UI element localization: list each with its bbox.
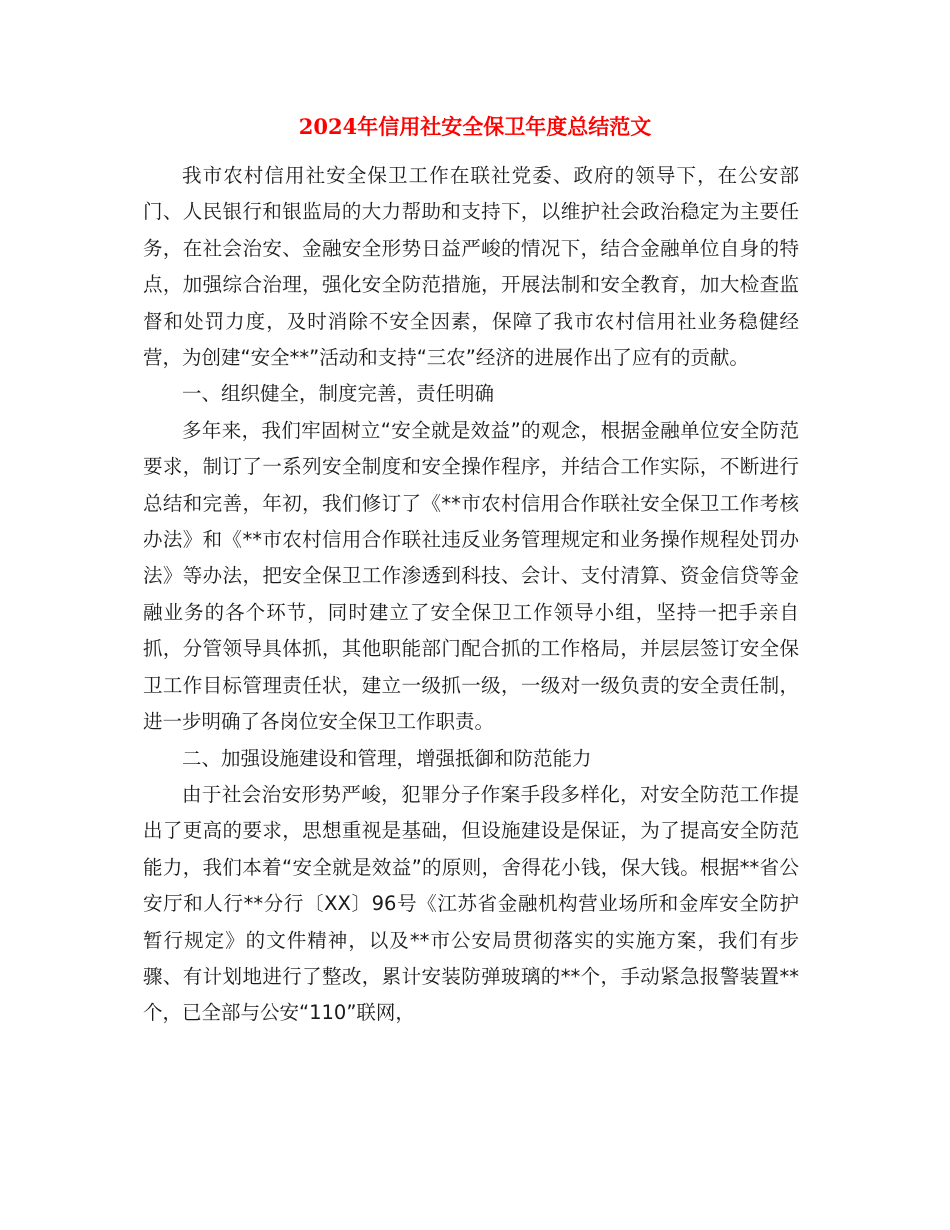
document-body xyxy=(143,158,799,1032)
section-heading-1: 一、组织健全，制度完善，责任明确 xyxy=(182,382,495,406)
document-title: 2024年信用社安全保卫年度总结范文 xyxy=(298,114,652,139)
paragraph-intro: 我市农村信用社安全保卫工作在联社党委、政府的领导下，在公安部门、人民银行和银监局的大力帮助和支持下，以维护社会政治稳定为主要任务，在社会治安、金融安全形势日益严峻的情况下，结合金融单位自身的特点，加强综合治理，强化安全防范措施，开展法制和安全教育，加大检查监督和处罚力度，及时消除不安全因素，保障了我市农村信用社业务稳健经营，为创建“安全**”活动和支持“三农”经济的进展作出了应有的贡献。 xyxy=(143,164,799,370)
section-heading-2: 二、加强设施建设和管理，增强抵御和防范能力 xyxy=(182,746,592,770)
paragraph-section-2: 由于社会治安形势严峻，犯罪分子作案手段多样化，对安全防范工作提出了更高的要求，思想重视是基础，但设施建设是保证，为了提高安全防范能力，我们本着“安全就是效益”的原则，舍得花小钱，保大钱。根据**省公安厅和人行**分行〔XX〕96号《江苏省金融机构营业场所和金库安全防护暂行规定》的文件精神，以及**市公安局贯彻落实的实施方案，我们有步骤、有计划地进行了整改，累计安装防弹玻璃的**个，手动紧急报警装置**个，已全部与公安“110”联网， xyxy=(143,782,799,1025)
paragraph-section-1: 多年来，我们牢固树立“安全就是效益”的观念，根据金融单位安全防范要求，制订了一系列安全制度和安全操作程序，并结合工作实际，不断进行总结和完善，年初，我们修订了《**市农村信用合作联社安全保卫工作考核办法》和《**市农村信用合作联社违反业务管理规定和业务操作规程处罚办法》等办法，把安全保卫工作渗透到科技、会计、支付清算、资金信贷等金融业务的各个环节，同时建立了安全保卫工作领导小组，坚持一把手亲自抓，分管领导具体抓，其他职能部门配合抓的工作格局，并层层签订安全保卫工作目标管理责任状，建立一级抓一级，一级对一级负责的安全责任制，进一步明确了各岗位安全保卫工作职责。 xyxy=(143,418,799,734)
